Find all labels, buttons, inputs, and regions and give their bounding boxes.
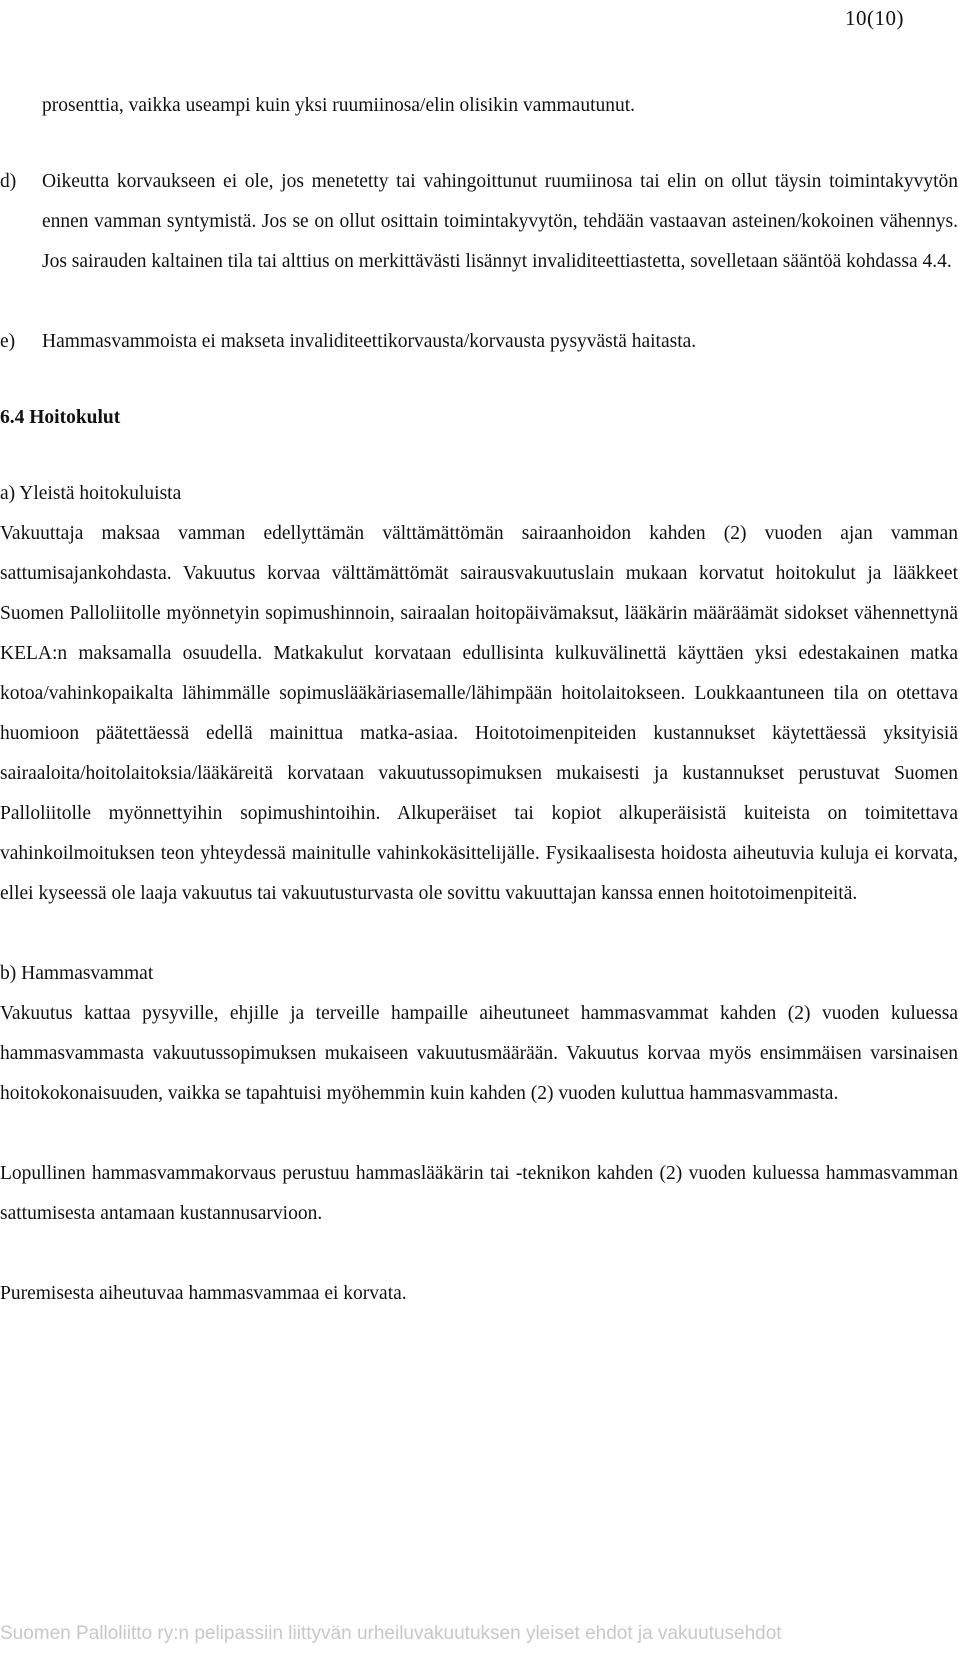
spacer (0, 438, 958, 474)
subsection-heading-b: b) Hammasvammat (0, 963, 154, 984)
spacer (0, 1114, 958, 1154)
document-body (0, 86, 958, 1314)
list-item-letter: d) (0, 171, 17, 192)
list-item-text: Oikeutta korvaukseen ei ole, jos menetetty tai vahingoittunut ruumiinosa tai elin on ollut täysin toimintakyvytön ennen vamman syntymistä. Jos se on ollut osittain toimintakyvytön, tehdään vastaavan asteinen/kokoinen vähennys. Jos sairauden kaltainen tila tai alttius on merkittävästi lisännyt invaliditeettiastetta, sovelletaan sääntöä kohdassa 4.4. (42, 171, 958, 272)
list-item-e (0, 322, 958, 362)
page-footer: Suomen Palloliitto ry:n pelipassiin liittyvän urheiluvakuutuksen yleiset ehdot ja vakuutusehdot (0, 1623, 782, 1644)
subsection-heading-a: a) Yleistä hoitokuluista (0, 483, 182, 504)
spacer (0, 914, 958, 954)
list-item-letter: e) (0, 331, 16, 352)
subsection-text-a: Vakuuttaja maksaa vamman edellyttämän välttämättömän sairaanhoidon kahden (2) vuoden ajan vamman sattumisajankohdasta. Vakuutus korvaa välttämättömät sairausvakuutuslain mukaan korvatut hoitokulut ja lääkkeet Suomen Palloliitolle myönnetyin sopimushinnoin, sairaalan hoitopäivämaksut, lääkärin määräämät sidokset vähennettynä KELA:n maksamalla osuudella. Matkakulut korvataan edullisinta kulkuvälinettä käyttäen yksi edestakainen matka kotoa/vahinkopaikalta lähimmälle sopimuslääkäriasemalle/lähimpään hoitolaitokseen. Loukkaantuneen tila on otettava huomioon päätettäessä edellä mainittua matka-asiaa. Hoitotoimenpiteiden kustannukset käytettäessä yksityisiä sairaaloita/hoitolaitoksia/lääkäreitä korvataan vakuutussopimuksen mukaisesti ja kustannukset perustuvat Suomen Palloliitolle myönnettyihin sopimushintoihin. Alkuperäiset tai kopiot alkuperäisistä kuiteista on toimitettava vahinkoilmoituksen teon yhteydessä mainitulle vahinkokäsittelijälle. Fysikaalisesta hoidosta aiheutuvia kuluja ei korvata, ellei kyseessä ole laaja vakuutus tai vakuutusturvasta ole sovittu vakuuttajan kanssa ennen hoitotoimenpiteitä. (0, 523, 958, 904)
page-number: 10(10) (845, 6, 904, 30)
chewing-damage-paragraph: Puremisesta aiheutuvaa hammasvammaa ei korvata. (0, 1283, 407, 1304)
continuation-paragraph: prosenttia, vaikka useampi kuin yksi ruumiinosa/elin olisikin vammautunut. (42, 95, 636, 116)
spacer (0, 362, 958, 398)
spacer (0, 126, 958, 162)
final-compensation-paragraph: Lopullinen hammasvammakorvaus perustuu hammaslääkärin tai -teknikon kahden (2) vuoden kuluessa hammasvamman sattumisesta antamaan kustannusarvioon. (0, 1163, 958, 1224)
section-title: 6.4 Hoitokulut (0, 407, 121, 428)
spacer (0, 282, 958, 322)
list-item-d (0, 162, 958, 282)
subsection-text-b: Vakuutus kattaa pysyville, ehjille ja terveille hampaille aiheutuneet hammasvammat kahden (2) vuoden kuluessa hammasvammasta vakuutussopimuksen mukaiseen vakuutusmäärään. Vakuutus korvaa myös ensimmäisen varsinaisen hoitokokonaisuuden, vaikka se tapahtuisi myöhemmin kuin kahden (2) vuoden kuluttua hammasvammasta. (0, 1003, 958, 1104)
spacer (0, 1234, 958, 1274)
list-item-text: Hammasvammoista ei makseta invaliditeettikorvausta/korvausta pysyvästä haitasta. (42, 331, 697, 352)
